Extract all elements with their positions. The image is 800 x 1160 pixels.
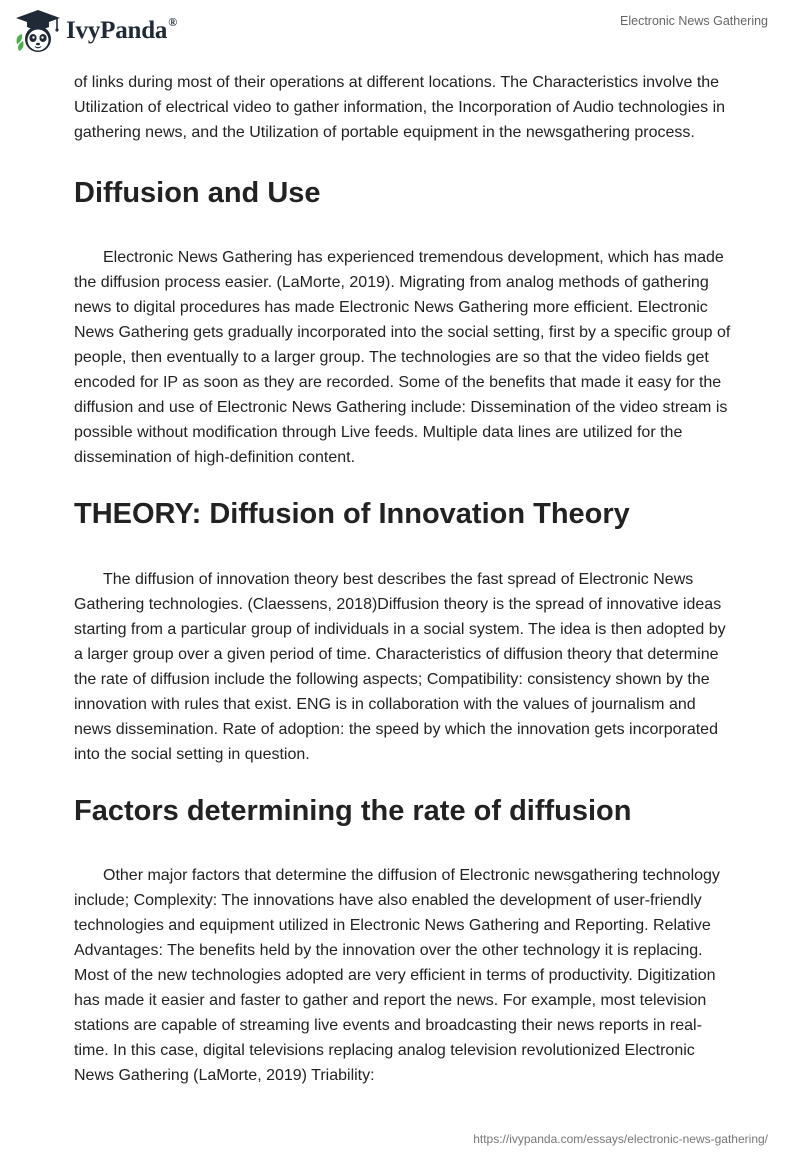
section-paragraph-diffusion-and-use: Electronic News Gathering has experienced tremendous development, which has made the diffusion process easier. (LaMorte, 2019). Migrating from analog methods of gathering news to digital procedures has made Electronic News Gathering more efficient. Electronic News Gathering gets gradually incorporated into the social setting, first by a specific group of people, then eventually to a larger group. The technologies are so that the video fields get encoded for IP as soon as they are recorded. Some of the benefits that made it easy for the diffusion and use of Electronic News Gathering include: Dissemination of the video stream is possible without modification through Live feeds. Multiple data lines are utilized for the dissemination of high-definition content. [74, 249, 731, 466]
section-heading-theory: THEORY: Diffusion of Innovation Theory [74, 498, 630, 530]
section-paragraph-theory: The diffusion of innovation theory best describes the fast spread of Electronic News Gathering technologies. (Claessens, 2018)Diffusion theory is the spread of innovative ideas starting from a particular group of individuals in a social system. The idea is then adopted by a larger group over a given period of time. Characteristics of diffusion theory that determine the rate of diffusion include the following aspects; Compatibility: consistency shown by the innovation with rules that exist. ENG is in collaboration with the values of journalism and news dissemination. Rate of adoption: the speed by which the innovation gets incorporated into the social setting in question. [74, 571, 726, 763]
section-heading-diffusion-and-use: Diffusion and Use [74, 177, 321, 209]
ivypanda-logo[interactable] [14, 8, 177, 54]
section-heading-factors: Factors determining the rate of diffusion [74, 795, 632, 827]
section-paragraph-factors: Other major factors that determine the diffusion of Electronic newsgathering technology include; Complexity: The innovations have also enabled the development of user-friendly technologies and equipment utilized in Electronic News Gathering and Reporting. Relative Advantages: The benefits held by the innovation over the other technology it is replacing. Most of the new technologies adopted are very efficient in terms of productivity. Digitization has made it easier and faster to gather and report the news. For example, most television stations are capable of streaming live events and broadcasting their news reports in real-time. In this case, digital televisions replacing analog television revolutionized Electronic News Gathering (LaMorte, 2019) Triability: [74, 867, 720, 1084]
essay-body [74, 70, 734, 1088]
intro-paragraph: of links during most of their operations at different locations. The Characteristics involve the Utilization of electrical video to gather information, the Incorporation of Audio technologies in gathering news, and the Utilization of portable equipment in the newsgathering process. [74, 74, 726, 141]
panda-mascot-icon [14, 8, 62, 54]
brand-name: IvyPanda® [66, 14, 177, 44]
source-url[interactable]: https://ivypanda.com/essays/electronic-news-gathering/ [473, 1132, 768, 1146]
document-title: Electronic News Gathering [620, 14, 768, 28]
page-header [0, 0, 800, 70]
